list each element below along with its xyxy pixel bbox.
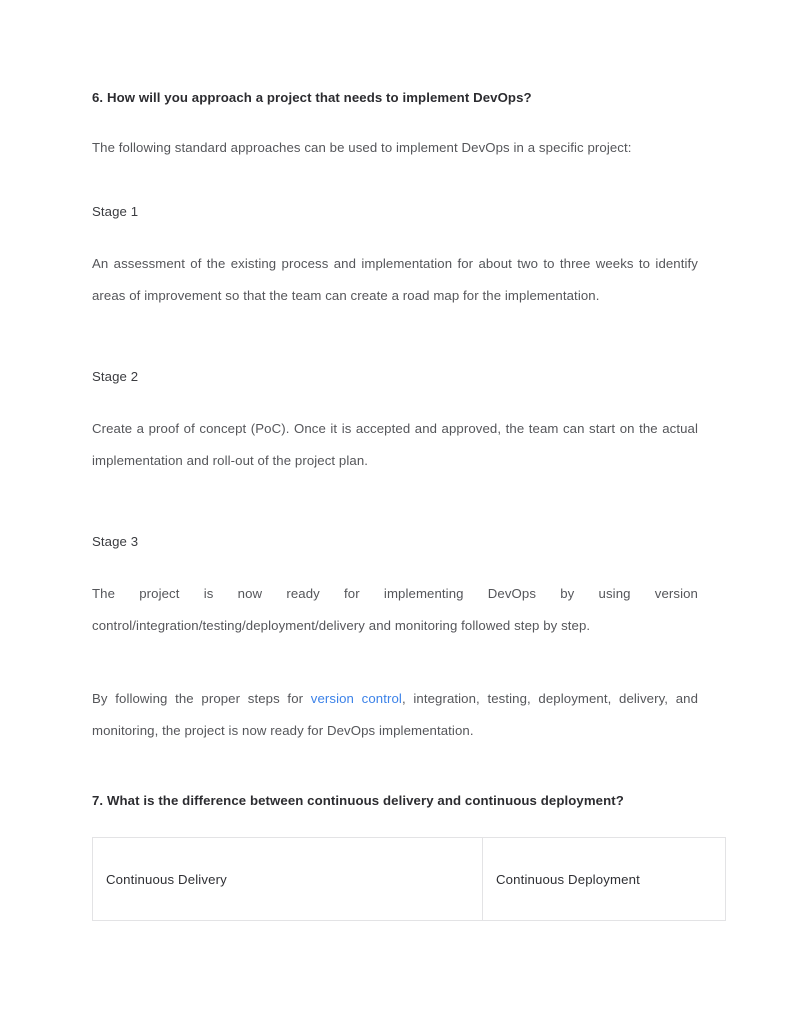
document-content	[92, 88, 698, 921]
stage-3-label: Stage 3	[92, 534, 139, 549]
question-6-heading: 6. How will you approach a project that needs to implement DevOps?	[92, 90, 532, 105]
closing-paragraph	[92, 683, 698, 746]
table-row	[93, 838, 726, 921]
version-control-link[interactable]: version control	[310, 691, 402, 706]
closing-text-after-link: , integration, testing, deployment, delivery, and monitoring, the project is now ready for DevOps implementation.	[92, 691, 698, 738]
closing-spacer	[92, 663, 698, 683]
comparison-table	[92, 837, 726, 921]
stage-2-label: Stage 2	[92, 369, 139, 384]
stage-1-paragraph: An assessment of the existing process and implementation for about two to three weeks to identify areas of improvement so that the team can create a road map for the implementation.	[92, 256, 698, 303]
stage-3-paragraph: The project is now ready for implementing DevOps by using version control/integration/testing/deployment/delivery and monitoring followed step by step.	[92, 586, 698, 633]
stage-spacer-1	[92, 336, 698, 367]
stage-2-paragraph: Create a proof of concept (PoC). Once it is accepted and approved, the team can start on the actual implementation and roll-out of the project plan.	[92, 421, 698, 468]
closing-text-before-link: By following the proper steps for	[92, 691, 311, 706]
stage-1-label: Stage 1	[92, 204, 139, 219]
table-cell-continuous-deployment: Continuous Deployment	[483, 838, 726, 921]
stage-spacer-2	[92, 501, 698, 532]
question-6-lead-paragraph: The following standard approaches can be used to implement DevOps in a specific project:	[92, 140, 632, 155]
question-7-heading: 7. What is the difference between continuous delivery and continuous deployment?	[92, 793, 624, 808]
question-7-spacer	[92, 771, 698, 791]
table-cell-continuous-delivery: Continuous Delivery	[93, 838, 483, 921]
